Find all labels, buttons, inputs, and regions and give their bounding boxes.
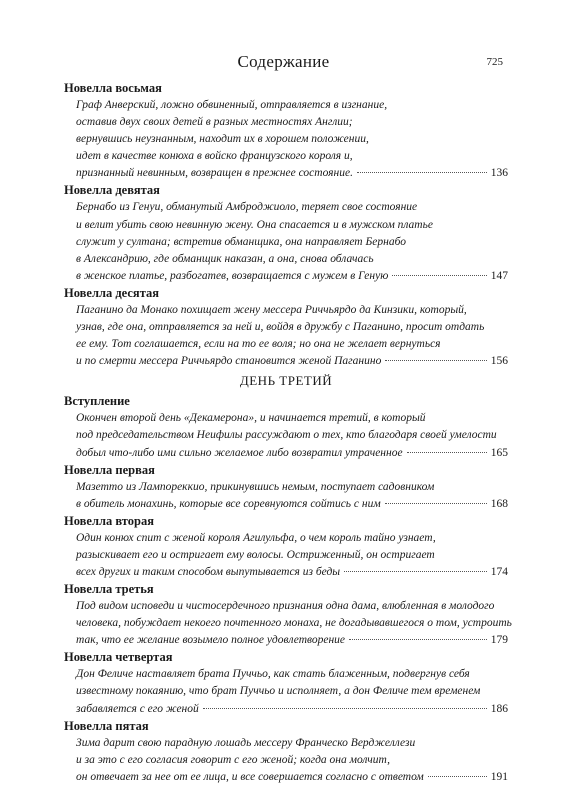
entry-summary-last-line [76, 445, 508, 462]
entry-summary-line: Один конюх спит с женой короля Агилульфа, о чем король тайно узнает, [76, 531, 436, 544]
dot-leader [344, 571, 487, 572]
toc-entry-introduction [64, 393, 508, 461]
entry-summary-line: оставив двух своих детей в разных местностях Англии; [76, 116, 353, 129]
entry-page-number: 168 [490, 497, 508, 510]
entry-summary-text: забавляется с его женой [76, 702, 199, 715]
entry-summary-line: идет в качестве конюха в войско французского короля и, [76, 150, 353, 163]
dot-leader [349, 639, 487, 640]
toc-entry-novella-10 [64, 285, 508, 370]
entry-summary-line: Дон Феличе наставляет брата Пуччьо, как стать блаженным, подвергнув себя [76, 668, 470, 681]
entry-page-number: 186 [490, 702, 508, 715]
entry-title: Новелла пятая [64, 718, 149, 733]
table-of-contents [64, 80, 512, 786]
page-title: Содержание [237, 52, 330, 71]
entry-summary-line: Паганино да Монако похищает жену мессера Риччьярдо да Кинзики, который, [76, 303, 467, 316]
entry-summary-last-line [76, 165, 508, 182]
dot-leader [392, 275, 486, 276]
entry-summary-text: признанный невинным, возвращен в прежнее состояние. [76, 167, 353, 180]
entry-summary-line: ее ему. Тот соглашается, если на то ее воля; но она не желает вернуться [76, 338, 441, 351]
entry-summary-line: Мазетто из Лампореккио, прикинувшись немым, поступает садовником [76, 480, 435, 493]
entry-summary-line: и велит убить свою невинную жену. Она спасается и в мужском платье [76, 218, 433, 231]
entry-summary-last-line [76, 564, 508, 581]
entry-title: Новелла третья [64, 582, 154, 597]
entry-title: Новелла восьмая [64, 81, 162, 95]
entry-page-number: 156 [490, 355, 508, 368]
entry-page-number: 179 [490, 634, 508, 647]
entry-page-number: 191 [490, 770, 508, 783]
entry-title: Вступление [64, 394, 130, 409]
dot-leader [428, 776, 487, 777]
entry-title: Новелла десятая [64, 285, 160, 300]
entry-summary-text: всех других и таким способом выпутывается из беды [76, 565, 341, 578]
entry-summary-line: под председательством Неифилы рассуждают о тех, кто благодаря своей умелости [76, 429, 497, 442]
entry-summary-line: Бернабо из Генуи, обманутый Амброджиоло, теряет свое состояние [76, 201, 418, 214]
entry-summary-last-line [76, 769, 508, 786]
toc-entry-novella-8 [64, 80, 508, 182]
entry-summary-last-line [76, 268, 508, 285]
entry-summary-text: в обитель монахинь, которые все соревнуются сойтись с ним [76, 497, 381, 510]
dot-leader [385, 503, 487, 504]
entry-title: Новелла четвертая [64, 650, 173, 665]
dot-leader [385, 360, 486, 361]
entry-summary-line: в Александрию, где обманщик наказан, а она, снова облачась [76, 252, 374, 265]
entry-page-number: 174 [490, 565, 508, 578]
entry-summary-line: Граф Анверский, ложно обвиненный, отправляется в изгнание, [76, 99, 388, 111]
entry-summary-text: так, что ее желание возымело полное удовлетворение [76, 634, 346, 647]
entry-title: Новелла первая [64, 462, 155, 477]
entry-summary-last-line [76, 353, 508, 370]
page-number: 725 [486, 56, 503, 68]
entry-summary-line: и за это с его согласия говорит с его женой; когда она молчит, [76, 753, 390, 766]
entry-summary-line: служит у султана; встретив обманщика, она направляет Бернабо [76, 235, 406, 248]
toc-entry-novella-1 [64, 462, 508, 513]
entry-title: Новелла девятая [64, 183, 160, 198]
entry-summary-line: Под видом исповеди и чистосердечного признания одна дама, влюбленная в молодого [76, 600, 495, 613]
entry-summary-text: он отвечает за нее от ее лица, и все совершается согласно с ответом [76, 770, 424, 783]
day-heading: ДЕНЬ ТРЕТИЙ [239, 373, 333, 389]
toc-entry-novella-2 [64, 513, 508, 581]
entry-page-number: 136 [490, 167, 508, 180]
entry-summary-last-line [76, 632, 508, 649]
entry-summary-text: добыл что-либо ими сильно желаемое либо возвратил утраченное [76, 446, 403, 459]
entry-summary-line: Зима дарит свою парадную лошадь мессеру Франческо Верджеллези [76, 736, 416, 749]
dot-leader [203, 708, 487, 709]
toc-entry-novella-9 [64, 182, 508, 284]
entry-page-number: 165 [490, 446, 508, 459]
entry-summary-text: в женское платье, разбогатев, возвращается с мужем в Геную [76, 269, 389, 282]
dot-leader [357, 172, 487, 173]
toc-entry-novella-4 [64, 649, 508, 717]
toc-entry-novella-5 [64, 718, 508, 786]
page-header [0, 50, 567, 74]
entry-page-number: 147 [490, 269, 508, 282]
dot-leader [407, 452, 487, 453]
entry-summary-line: узнав, где она, отправляется за ней и, войдя в дружбу с Паганино, просит отдать [76, 321, 485, 334]
entry-summary-text: и по смерти мессера Риччьярдо становится женой Паганино [76, 355, 382, 368]
entry-summary-line: вернувшись неузнанным, находит их в хорошем положении, [76, 133, 369, 146]
entry-summary-last-line [76, 701, 508, 718]
entry-summary-line: разыскивает его и остригает ему волосы. Остриженный, он остригает [76, 548, 435, 561]
toc-entry-novella-3 [64, 581, 512, 649]
entry-summary-last-line [76, 496, 508, 513]
entry-summary-line: Окончен второй день «Декамерона», и начинается третий, в который [76, 412, 426, 425]
entry-summary-line: человека, побуждает некоего почтенного монаха, не догадывавшегося о том, устроить [76, 617, 512, 630]
entry-summary-line: известному покаянию, что брат Пуччьо и исполняет, а дон Феличе тем временем [76, 685, 481, 698]
entry-title: Новелла вторая [64, 513, 154, 528]
